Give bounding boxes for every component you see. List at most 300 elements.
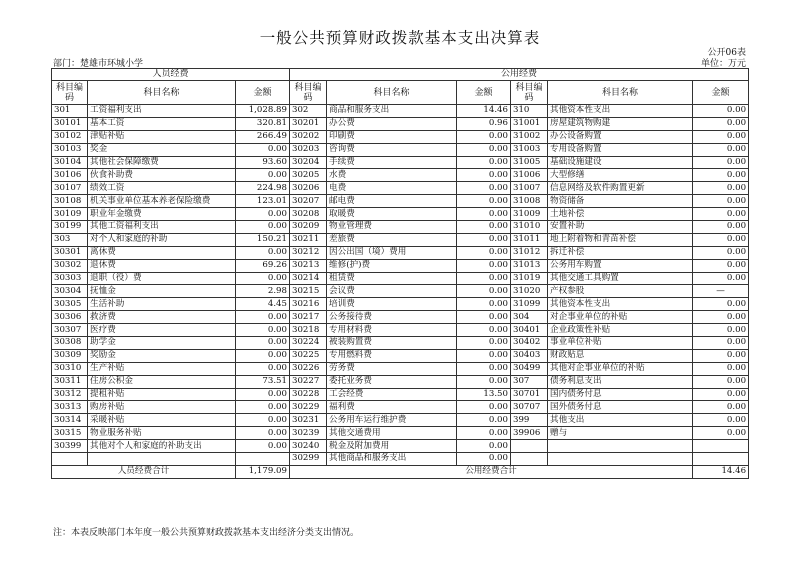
item-amount: 0.00 xyxy=(457,324,511,337)
table-row xyxy=(52,182,749,195)
item-name: 退休费 xyxy=(88,259,236,272)
item-code: 30227 xyxy=(290,375,327,388)
item-amount: 0.00 xyxy=(693,401,749,414)
item-name: 公务用车运行维护费 xyxy=(327,414,457,427)
item-amount: 0.00 xyxy=(693,208,749,221)
item-amount: 0.00 xyxy=(236,221,290,234)
item-code: 307 xyxy=(511,375,548,388)
report-title: 一般公共预算财政拨款基本支出决算表 xyxy=(259,29,541,47)
item-name: 咨询费 xyxy=(327,143,457,156)
item-name: 专用燃料费 xyxy=(327,349,457,362)
item-amount: 0.00 xyxy=(236,388,290,401)
item-amount: 0.00 xyxy=(457,337,511,350)
item-name: 其他对企事业单位的补贴 xyxy=(548,362,693,375)
item-code: 30240 xyxy=(290,440,327,453)
item-code: 30402 xyxy=(511,337,548,350)
name-header: 科目名称 xyxy=(548,81,693,105)
item-code: 31003 xyxy=(511,143,548,156)
item-name: 其他支出 xyxy=(548,414,693,427)
item-amount: 0.00 xyxy=(457,233,511,246)
item-amount: 69.26 xyxy=(236,259,290,272)
table-row xyxy=(52,117,749,130)
item-name: 机关事业单位基本养老保险缴费 xyxy=(88,195,236,208)
item-name: 委托业务费 xyxy=(327,375,457,388)
item-name: 拆迁补偿 xyxy=(548,246,693,259)
item-name: 对企事业单位的补贴 xyxy=(548,311,693,324)
table-row xyxy=(52,311,749,324)
item-amount: 0.00 xyxy=(693,233,749,246)
item-code: 30306 xyxy=(52,311,88,324)
item-amount: 0.00 xyxy=(236,324,290,337)
footnote: 注：本表反映部门本年度一般公共预算财政拨款基本支出经济分类支出情况。 xyxy=(53,528,360,538)
item-amount: 0.00 xyxy=(457,362,511,375)
item-code: 30313 xyxy=(52,401,88,414)
item-amount: 0.00 xyxy=(693,246,749,259)
item-amount: 0.00 xyxy=(236,246,290,259)
item-code: 31001 xyxy=(511,117,548,130)
item-amount: 4.45 xyxy=(236,298,290,311)
item-amount: 0.00 xyxy=(457,143,511,156)
table-row xyxy=(52,246,749,259)
item-name: 国外债务付息 xyxy=(548,401,693,414)
item-name: 其他商品和服务支出 xyxy=(327,453,457,466)
item-code: 30701 xyxy=(511,388,548,401)
item-code: 30202 xyxy=(290,130,327,143)
table-row xyxy=(52,349,749,362)
personnel-group-header: 人员经费 xyxy=(52,69,290,81)
item-amount: 0.00 xyxy=(693,143,749,156)
item-name: 信息网络及软件购置更新 xyxy=(548,182,693,195)
item-code: 30303 xyxy=(52,272,88,285)
public-group-header: 公用经费 xyxy=(290,69,749,81)
item-code: 30204 xyxy=(290,156,327,169)
item-name: 物业管理费 xyxy=(327,221,457,234)
item-name: 救济费 xyxy=(88,311,236,324)
item-amount: 0.00 xyxy=(693,337,749,350)
item-name: 土地补偿 xyxy=(548,208,693,221)
item-name: 租赁费 xyxy=(327,272,457,285)
item-code: 31010 xyxy=(511,221,548,234)
item-code: 31019 xyxy=(511,272,548,285)
item-code: 30207 xyxy=(290,195,327,208)
item-amount: 0.00 xyxy=(236,143,290,156)
item-name: 伙食补助费 xyxy=(88,169,236,182)
name-header: 科目名称 xyxy=(327,81,457,105)
item-amount: 0.00 xyxy=(457,259,511,272)
item-amount: 0.00 xyxy=(236,169,290,182)
item-code: 30199 xyxy=(52,221,88,234)
item-name: 离休费 xyxy=(88,246,236,259)
item-amount: 0.00 xyxy=(457,246,511,259)
item-name: 赠与 xyxy=(548,427,693,440)
table-row xyxy=(52,324,749,337)
item-name: 医疗费 xyxy=(88,324,236,337)
item-code: 31099 xyxy=(511,298,548,311)
item-code: 30218 xyxy=(290,324,327,337)
item-code: 303 xyxy=(52,233,88,246)
item-amount: 0.00 xyxy=(457,195,511,208)
item-amount: 0.00 xyxy=(236,401,290,414)
item-code: 30401 xyxy=(511,324,548,337)
item-code: 30225 xyxy=(290,349,327,362)
item-name: 公务用车购置 xyxy=(548,259,693,272)
item-name: 地上附着物和青苗补偿 xyxy=(548,233,693,246)
item-name: 债务利息支出 xyxy=(548,375,693,388)
item-code: 39906 xyxy=(511,427,548,440)
table-row xyxy=(52,440,749,453)
amount-header: 金额 xyxy=(693,81,749,105)
item-amount: 0.00 xyxy=(457,156,511,169)
item-name: 对个人和家庭的补助 xyxy=(88,233,236,246)
item-name: 生活补助 xyxy=(88,298,236,311)
item-code: 31007 xyxy=(511,182,548,195)
item-amount: 0.00 xyxy=(457,414,511,427)
item-code: 30499 xyxy=(511,362,548,375)
item-name: 会议费 xyxy=(327,285,457,298)
item-name: 其他对个人和家庭的补助支出 xyxy=(88,440,236,453)
item-amount: 0.00 xyxy=(693,375,749,388)
item-code: 30101 xyxy=(52,117,88,130)
item-code: 30109 xyxy=(52,208,88,221)
item-amount: 123.01 xyxy=(236,195,290,208)
item-name: 公务接待费 xyxy=(327,311,457,324)
item-code: 30214 xyxy=(290,272,327,285)
item-name: 培训费 xyxy=(327,298,457,311)
expenditure-table xyxy=(51,68,749,479)
item-name: 手续费 xyxy=(327,156,457,169)
item-amount: 320.81 xyxy=(236,117,290,130)
item-name: 物资储备 xyxy=(548,195,693,208)
item-amount: 14.46 xyxy=(457,105,511,118)
item-name: 奖金 xyxy=(88,143,236,156)
item-amount: 150.21 xyxy=(236,233,290,246)
table-row xyxy=(52,414,749,427)
item-name: 生产补贴 xyxy=(88,362,236,375)
item-amount xyxy=(236,453,290,466)
table-row xyxy=(52,105,749,118)
item-code: 30312 xyxy=(52,388,88,401)
item-name xyxy=(548,453,693,466)
item-code: 30108 xyxy=(52,195,88,208)
item-amount: 0.00 xyxy=(693,311,749,324)
table-row xyxy=(52,272,749,285)
item-name: 劳务费 xyxy=(327,362,457,375)
item-amount: 0.00 xyxy=(693,130,749,143)
item-name: 其他资本性支出 xyxy=(548,298,693,311)
item-name: 邮电费 xyxy=(327,195,457,208)
item-code: 31002 xyxy=(511,130,548,143)
personnel-total-amount: 1,179.09 xyxy=(236,465,290,478)
item-name: 物业服务补贴 xyxy=(88,427,236,440)
item-amount: 0.00 xyxy=(693,182,749,195)
item-name: 房屋建筑物购建 xyxy=(548,117,693,130)
item-code: 30201 xyxy=(290,117,327,130)
item-code: 30305 xyxy=(52,298,88,311)
item-code: 31008 xyxy=(511,195,548,208)
item-amount: 0.00 xyxy=(457,311,511,324)
item-amount: 266.49 xyxy=(236,130,290,143)
item-name: 因公出国（境）费用 xyxy=(327,246,457,259)
table-row xyxy=(52,362,749,375)
item-name: 大型修缮 xyxy=(548,169,693,182)
table-row xyxy=(52,130,749,143)
item-code: 31011 xyxy=(511,233,548,246)
item-name: 绩效工资 xyxy=(88,182,236,195)
item-amount: 1,028.89 xyxy=(236,105,290,118)
item-amount: 0.00 xyxy=(457,298,511,311)
item-code: 30215 xyxy=(290,285,327,298)
item-name: 安置补助 xyxy=(548,221,693,234)
item-code: 302 xyxy=(290,105,327,118)
item-name: 税金及附加费用 xyxy=(327,440,457,453)
item-code: 30307 xyxy=(52,324,88,337)
item-name: 基本工资 xyxy=(88,117,236,130)
item-name: 工会经费 xyxy=(327,388,457,401)
item-amount: 0.00 xyxy=(693,259,749,272)
item-code: 30399 xyxy=(52,440,88,453)
department-label: 部门：楚雄市环城小学 xyxy=(53,59,144,69)
item-name: 其他交通工具购置 xyxy=(548,272,693,285)
item-code xyxy=(511,453,548,466)
item-name: 被装购置费 xyxy=(327,337,457,350)
item-code: 30217 xyxy=(290,311,327,324)
item-code: 30310 xyxy=(52,362,88,375)
table-row xyxy=(52,285,749,298)
item-code: 30304 xyxy=(52,285,88,298)
table-row xyxy=(52,259,749,272)
item-name: 产权参股 xyxy=(548,285,693,298)
item-code: 31005 xyxy=(511,156,548,169)
item-code: 30211 xyxy=(290,233,327,246)
item-amount: 2.98 xyxy=(236,285,290,298)
item-code: 30301 xyxy=(52,246,88,259)
item-amount: 0.00 xyxy=(457,349,511,362)
item-code: 30314 xyxy=(52,414,88,427)
item-name xyxy=(88,453,236,466)
code-header: 科目编码 xyxy=(52,81,88,105)
item-name: 差旅费 xyxy=(327,233,457,246)
table-row xyxy=(52,298,749,311)
code-header: 科目编码 xyxy=(290,81,327,105)
item-name: 商品和服务支出 xyxy=(327,105,457,118)
item-code: 30231 xyxy=(290,414,327,427)
item-name: 其他工资福利支出 xyxy=(88,221,236,234)
table-row xyxy=(52,233,749,246)
amount-header: 金额 xyxy=(236,81,290,105)
personnel-total-label: 人员经费合计 xyxy=(52,465,236,478)
item-name: 办公设备购置 xyxy=(548,130,693,143)
item-amount: 0.00 xyxy=(457,453,511,466)
item-code: 30308 xyxy=(52,337,88,350)
public-total-amount: 14.46 xyxy=(693,465,749,478)
item-name: 其他资本性支出 xyxy=(548,105,693,118)
table-row xyxy=(52,453,749,466)
item-code: 30106 xyxy=(52,169,88,182)
code-header: 科目编码 xyxy=(511,81,548,105)
table-row xyxy=(52,388,749,401)
item-amount: 0.00 xyxy=(236,414,290,427)
item-name: 国内债务付息 xyxy=(548,388,693,401)
table-row xyxy=(52,169,749,182)
item-code: 304 xyxy=(511,311,548,324)
item-amount: 0.00 xyxy=(236,362,290,375)
item-amount: 0.00 xyxy=(457,440,511,453)
item-amount: 0.00 xyxy=(236,311,290,324)
item-amount: 0.00 xyxy=(457,130,511,143)
item-code: 30315 xyxy=(52,427,88,440)
item-name: 其他社会保障缴费 xyxy=(88,156,236,169)
table-row xyxy=(52,208,749,221)
item-amount: 0.00 xyxy=(236,272,290,285)
item-code: 31012 xyxy=(511,246,548,259)
item-amount: 0.00 xyxy=(693,388,749,401)
item-name: 退职（役）费 xyxy=(88,272,236,285)
item-name: 印刷费 xyxy=(327,130,457,143)
item-amount: 0.00 xyxy=(457,182,511,195)
item-amount xyxy=(693,453,749,466)
item-amount: 13.50 xyxy=(457,388,511,401)
item-code: 30311 xyxy=(52,375,88,388)
item-code: 30104 xyxy=(52,156,88,169)
group-header-row xyxy=(52,69,749,81)
public-total-label: 公用经费合计 xyxy=(290,465,693,478)
item-code xyxy=(52,453,88,466)
item-code: 30216 xyxy=(290,298,327,311)
item-name: 奖励金 xyxy=(88,349,236,362)
item-amount: 0.00 xyxy=(693,272,749,285)
item-amount: 0.00 xyxy=(693,414,749,427)
item-name: 维修(护)费 xyxy=(327,259,457,272)
item-name: 职业年金缴费 xyxy=(88,208,236,221)
totals-row xyxy=(52,465,749,478)
item-name: 财政贴息 xyxy=(548,349,693,362)
item-code: 31020 xyxy=(511,285,548,298)
item-amount: 0.00 xyxy=(693,105,749,118)
item-code: 30226 xyxy=(290,362,327,375)
item-name: 抚恤金 xyxy=(88,285,236,298)
item-name: 事业单位补贴 xyxy=(548,337,693,350)
item-code: 31009 xyxy=(511,208,548,221)
item-code: 30107 xyxy=(52,182,88,195)
item-code: 301 xyxy=(52,105,88,118)
item-name: 企业政策性补贴 xyxy=(548,324,693,337)
table-row xyxy=(52,195,749,208)
table-row xyxy=(52,375,749,388)
item-amount: 0.00 xyxy=(693,349,749,362)
item-name: 工资福利支出 xyxy=(88,105,236,118)
item-amount: 0.00 xyxy=(693,169,749,182)
amount-header: 金额 xyxy=(457,81,511,105)
item-amount: 0.00 xyxy=(693,156,749,169)
item-code: 30212 xyxy=(290,246,327,259)
item-amount: 0.00 xyxy=(236,208,290,221)
item-name: 专用设备购置 xyxy=(548,143,693,156)
item-name: 水费 xyxy=(327,169,457,182)
item-code: 30209 xyxy=(290,221,327,234)
form-code: 公开06表 xyxy=(707,48,746,58)
item-name: 基础设施建设 xyxy=(548,156,693,169)
item-amount: 0.00 xyxy=(693,221,749,234)
table-row xyxy=(52,156,749,169)
item-amount: 0.00 xyxy=(236,337,290,350)
item-code: 31013 xyxy=(511,259,548,272)
item-name: 购房补贴 xyxy=(88,401,236,414)
item-amount: 0.00 xyxy=(693,195,749,208)
item-amount: 0.00 xyxy=(693,427,749,440)
item-amount: 0.00 xyxy=(457,208,511,221)
item-code: 30403 xyxy=(511,349,548,362)
item-name: 提租补贴 xyxy=(88,388,236,401)
item-code: 30309 xyxy=(52,349,88,362)
table-row xyxy=(52,401,749,414)
item-amount: 224.98 xyxy=(236,182,290,195)
item-code xyxy=(511,440,548,453)
item-name: 其他交通费用 xyxy=(327,427,457,440)
item-code: 30206 xyxy=(290,182,327,195)
item-code: 30228 xyxy=(290,388,327,401)
item-amount: 0.00 xyxy=(693,362,749,375)
item-name: 福利费 xyxy=(327,401,457,414)
item-amount: 0.00 xyxy=(457,285,511,298)
item-amount: 0.96 xyxy=(457,117,511,130)
item-amount: 73.51 xyxy=(236,375,290,388)
item-code: 30205 xyxy=(290,169,327,182)
column-header-row xyxy=(52,81,749,105)
item-name: 取暖费 xyxy=(327,208,457,221)
table-row xyxy=(52,221,749,234)
item-code: 310 xyxy=(511,105,548,118)
item-amount: 0.00 xyxy=(693,324,749,337)
item-code: 30707 xyxy=(511,401,548,414)
item-amount: 0.00 xyxy=(457,169,511,182)
table-row xyxy=(52,337,749,350)
item-amount: 93.60 xyxy=(236,156,290,169)
item-amount: 0.00 xyxy=(457,221,511,234)
item-amount: 0.00 xyxy=(693,117,749,130)
item-code: 30208 xyxy=(290,208,327,221)
table-row xyxy=(52,143,749,156)
item-name: 住房公积金 xyxy=(88,375,236,388)
item-name xyxy=(548,440,693,453)
item-code: 30299 xyxy=(290,453,327,466)
item-amount: 0.00 xyxy=(457,427,511,440)
item-code: 30302 xyxy=(52,259,88,272)
item-amount xyxy=(693,440,749,453)
item-name: 专用材料费 xyxy=(327,324,457,337)
table-row xyxy=(52,427,749,440)
item-code: 30102 xyxy=(52,130,88,143)
item-name: 电费 xyxy=(327,182,457,195)
item-code: 30103 xyxy=(52,143,88,156)
unit-label: 单位：万元 xyxy=(700,59,746,69)
item-name: 采暖补贴 xyxy=(88,414,236,427)
item-amount: 0.00 xyxy=(236,427,290,440)
item-amount: 0.00 xyxy=(236,349,290,362)
item-name: 津贴补贴 xyxy=(88,130,236,143)
item-code: 30229 xyxy=(290,401,327,414)
item-amount: 0.00 xyxy=(457,375,511,388)
item-code: 30239 xyxy=(290,427,327,440)
item-amount: — xyxy=(693,285,749,298)
item-amount: 0.00 xyxy=(693,298,749,311)
item-amount: 0.00 xyxy=(457,272,511,285)
item-code: 30203 xyxy=(290,143,327,156)
item-amount: 0.00 xyxy=(457,401,511,414)
item-code: 31006 xyxy=(511,169,548,182)
item-name: 办公费 xyxy=(327,117,457,130)
name-header: 科目名称 xyxy=(88,81,236,105)
item-code: 30224 xyxy=(290,337,327,350)
